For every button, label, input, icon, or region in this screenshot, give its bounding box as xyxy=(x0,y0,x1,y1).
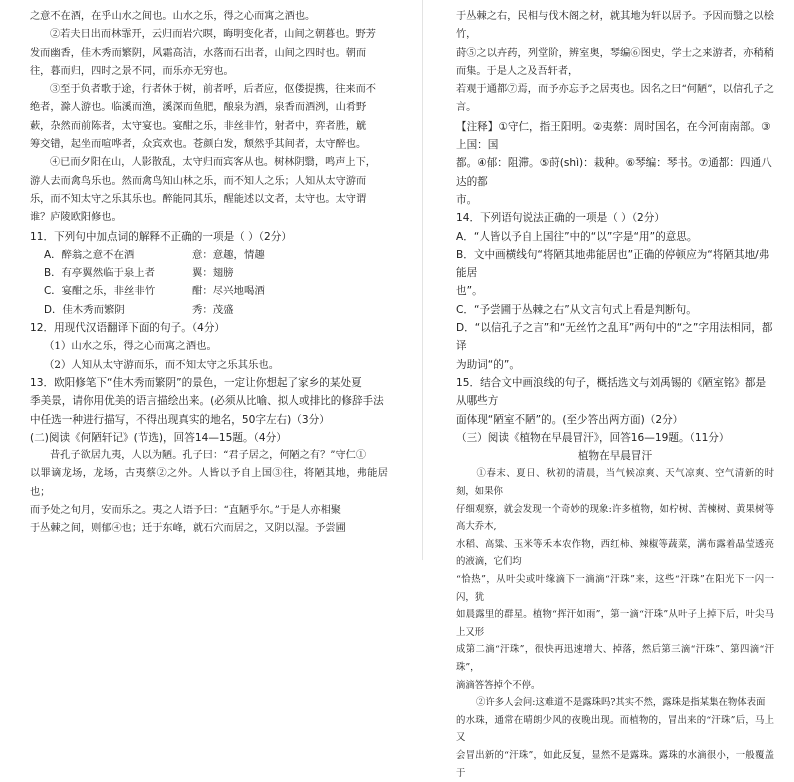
passage-line: 于丛棘之右，民相与伐木阁之材，就其地为轩以居予。予因而翳之以桧竹， xyxy=(456,11,774,41)
option-b[interactable]: B．有亭翼然临于泉上者 翼：翅膀 xyxy=(44,267,234,280)
left-column xyxy=(30,8,388,539)
question-12: 12．用现代汉语翻译下面的句子。（4分） xyxy=(30,322,226,335)
article-line: ①春末、夏日、秋初的清晨，当气候凉爽、天气凉爽、空气清新的时刻，如果你 xyxy=(456,468,774,498)
option-a[interactable]: A．醉翁之意不在酒 意：意趣，情趣 xyxy=(44,248,265,261)
passage-line: ④已而夕阳在山，人影散乱，太守归而宾客从也。树林阴翳，鸣声上下， xyxy=(50,157,376,169)
question-15-line: 面体现“陋室不陋”的。(至少答出两方面)（2分） xyxy=(456,413,684,426)
passage-line: 绝者，滁人游也。临溪而渔，溪深而鱼肥，酿泉为酒，泉香而酒洌，山肴野 xyxy=(30,102,367,114)
article-line: 滴滴答答掉个不停。 xyxy=(456,679,541,691)
option-d[interactable]: D．“以信孔子之言”和“无丝竹之乱耳”两句中的“之”字用法相同，都译 xyxy=(456,322,773,353)
passage-line: 乐，而不知太守之乐其乐也。醉能同其乐，醒能述以文者，太守也。太守谓 xyxy=(30,193,367,205)
section-3-heading: （三）阅读《植物在早晨冒汗》，回答16—19题。（11分） xyxy=(456,431,730,444)
question-13-line: 季美景，请你用优美的语言描绘出来。(必须从比喻、拟人或排比的修辞手法 xyxy=(30,395,384,408)
option-d-cont: 为助词“的”。 xyxy=(456,358,520,371)
question-11: 11．下列句中加点词的解释不正确的一项是（ ）（2分） xyxy=(30,230,292,243)
option-a[interactable]: A．“人皆以予自上国往”中的“以”字是“用”的意思。 xyxy=(456,230,698,243)
option-d[interactable]: D．佳木秀而繁阴 秀：茂盛 xyxy=(44,303,234,316)
passage-line: 往，暮而归，四时之景不同，而乐亦无穷也。 xyxy=(30,65,234,77)
right-column xyxy=(456,8,774,782)
passage-line: 莳⑤之以卉药，列堂阶，辨室奥，琴编⑥图史，学士之来游者，亦稍稍而集。于是人之及吾轩者， xyxy=(456,47,774,77)
passage-line: 若观于通都⑦焉，而予亦忘予之居夷也。因名之曰“何陋”，以信孔子之言。 xyxy=(456,84,774,114)
passage-line: ②若夫日出而林霏开，云归而岩穴暝，晦明变化者，山间之朝暮也。野芳 xyxy=(50,29,376,41)
question-13-line: 中任选一种进行描写，不得出现真实的地名，50字左右)（3分） xyxy=(30,413,330,426)
article-line: 的水珠，通常在晴朗少风的夜晚出现。而植物的，冒出来的“汗珠”后，马上又 xyxy=(456,714,774,744)
poem-line: 昔孔子欲居九夷，人以为陋。孔子曰：“君子居之，何陋之有？”守仁① xyxy=(50,450,367,462)
question-15: 15．结合文中画浪线的句子，概括选文与刘禹锡的《陋室铭》都是从哪些方 xyxy=(456,376,767,408)
poem-line: 而予处之旬月，安而乐之。夷之人语予曰：“直陋乎尔。”于是人亦相聚 xyxy=(30,505,341,517)
annotation-note: 都。④郁：阻滞。⑤莳(shì)：栽种。⑥琴编：琴书。⑦通都：四通八达的都 xyxy=(456,157,772,188)
poem-line: 于丛棘之间，则郁④也；迁于东峰，就石穴而居之，又阴以湿。予尝圃 xyxy=(30,523,346,535)
question-12-item: （1）山水之乐，得之心而寓之酒也。 xyxy=(44,340,217,353)
article-line: “恰热”，从叶尖或叶缘滴下一滴滴“汗珠”来，这些“汗珠”在阳光下一闪一闪，犹 xyxy=(456,573,774,603)
option-b-cont: 也”。 xyxy=(456,285,483,298)
passage-line: 谁？庐陵欧阳修也。 xyxy=(30,212,122,224)
article-line: 水稻、高粱、玉米等禾本农作物，西红柿、辣椒等蔬菜，满布露着晶莹透亮的液滴，它们均 xyxy=(456,538,774,568)
question-12-item: （2）人知从太守游而乐，而不知太守之乐其乐也。 xyxy=(44,358,280,371)
passage-line: 之意不在酒，在乎山水之间也。山水之乐，得之心而寓之酒也。 xyxy=(30,11,316,22)
annotation-note: 【注释】①守仁，指王阳明。②夷蔡：周时国名，在今河南南部。③上国：国 xyxy=(456,120,771,152)
article-title: 植物在早晨冒汗 xyxy=(577,450,653,463)
annotation-note: 市。 xyxy=(456,193,478,206)
passage-line: 蔌，杂然而前陈者，太守宴也。宴酣之乐，非丝非竹，射者中，弈者胜，觥 xyxy=(30,120,367,132)
passage-line: 游人去而禽鸟乐也。然而禽鸟知山林之乐，而不知人之乐；人知从太守游而 xyxy=(30,175,367,187)
article-line: 成第二滴“汗珠”，很快再迅速增大、掉落，然后第三滴“汗珠”、第四滴“汗珠”， xyxy=(456,644,774,673)
column-divider xyxy=(422,0,423,560)
article-line: ②许多人会问:这难道不是露珠吗?其实不然，露珠是指某集在物体表面 xyxy=(476,697,766,709)
passage-line: 筹交错，起坐而喧哗者，众宾欢也。苍颜白发，颓然乎其间者，太守醉也。 xyxy=(30,139,367,151)
article-line: 如晨露里的群星。植物“挥汗如雨”，第一滴“汗珠”从叶子上掉下后，叶尖马上又形 xyxy=(456,609,774,638)
article-line: 仔细观察，就会发现一个奇妙的现象:许多植物，如柠树、苦楝树、黄果树等高大乔木, xyxy=(456,503,774,533)
option-c[interactable]: C．宴酣之乐，非丝非竹 酣：尽兴地喝酒 xyxy=(44,285,265,298)
question-14: 14．下列语句说法正确的一项是（ ）（2分） xyxy=(456,212,665,225)
passage-line: 发而幽香，佳木秀而繁阴，风霜高洁，水落而石出者，山间之四时也。朝而 xyxy=(30,47,367,59)
passage-line: ③至于负者歌于途，行者休于树，前者呼，后者应，伛偻提携，往来而不 xyxy=(50,84,376,96)
question-13: 13．欧阳修笔下“佳木秀而繁阴”的景色，一定让你想起了家乡的某处夏 xyxy=(30,376,362,389)
section-2-heading: (二)阅读《何陋轩记》(节选)，回答14—15题。（4分） xyxy=(30,431,287,444)
poem-line: 以罪谪龙场，龙场，古夷蔡②之外。人皆以予自上国③往，将陋其地，弗能居也； xyxy=(30,468,388,498)
article-line: 会冒出新的“汗珠”，如此反复，显然不是露珠。露珠的水滴很小，一般覆盖于 xyxy=(456,749,774,779)
option-b[interactable]: B．文中画横线句“将陋其地弗能居也”正确的停顿应为“将陋其地/弗能居 xyxy=(456,248,770,280)
option-c[interactable]: C．“予尝圃于丛棘之右”从文言句式上看是判断句。 xyxy=(456,303,697,316)
